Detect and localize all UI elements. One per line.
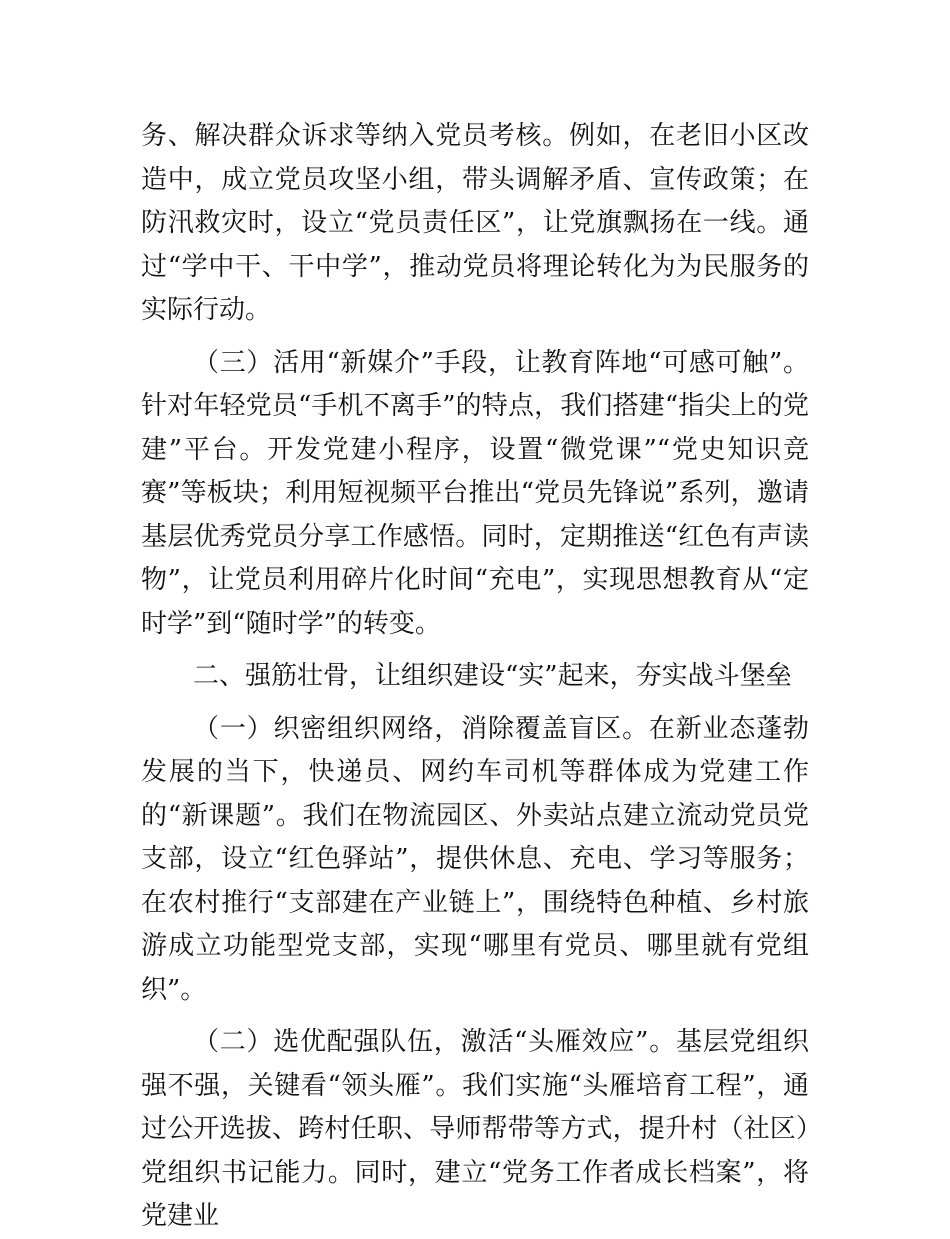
paragraph-new-media: （三）活用“新媒介”手段，让教育阵地“可感可触”。针对年轻党员“手机不离手”的特点，我们搭建“指尖上的党建”平台。开发党建小程序，设置“微党课”“党史知识竞赛”等板块；利用短视频平台推出“党员先锋说”系列，邀请基层优秀党员分享工作感悟。同时，定期推送“红色有声读物”，让党员利用碎片化时间“充电”，实现思想教育从“定时学”到“随时学”的转变。 — [141, 347, 809, 639]
paragraph-leader-team: （二）选优配强队伍，激活“头雁效应”。基层党组织强不强，关键看“领头雁”。我们实施“头雁培育工程”，通过公开选拔、跨村任职、导师帮带等方式，提升村（社区）党组织书记能力。同时，建立“党务工作者成长档案”，将党建业 — [141, 1027, 809, 1231]
paragraph-gap — [141, 333, 809, 342]
document-body — [141, 115, 809, 1239]
paragraph-gap — [141, 1012, 809, 1021]
paragraph-organization-network: （一）织密组织网络，消除覆盖盲区。在新业态蓬勃发展的当下，快递员、网约车司机等群体成为党建工作的“新课题”。我们在物流园区、外卖站点建立流动党员党支部，设立“红色驿站”，提供休息、充电、学习等服务；在农村推行“支部建在产业链上”，围绕特色种植、乡村旅游成立功能型党支部，实现“哪里有党员、哪里就有党组织”。 — [141, 713, 809, 1005]
paragraph-continuation: 务、解决群众诉求等纳入党员考核。例如，在老旧小区改造中，成立党员攻坚小组，带头调解矛盾、宣传政策；在防汛救灾时，设立“党员责任区”，让党旗飘扬在一线。通过“学中干、干中学”，推动党员将理论转化为为民服务的实际行动。 — [141, 121, 809, 325]
paragraph-gap — [141, 646, 809, 655]
section-heading-2: 二、强筋壮骨，让组织建设“实”起来，夯实战斗堡垒 — [193, 661, 792, 691]
paragraph-gap — [141, 699, 809, 708]
